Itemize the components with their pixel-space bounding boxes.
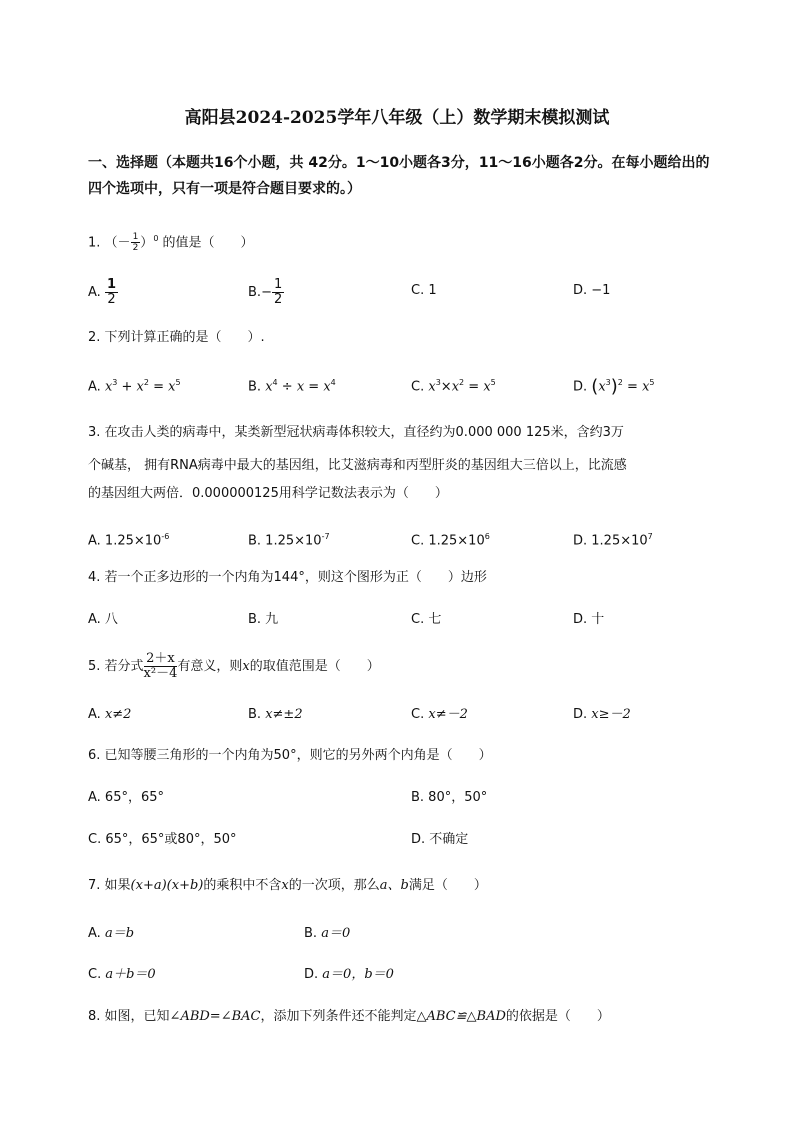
option-d[interactable]: D. $1.25\times 10^7$ bbox=[573, 532, 653, 549]
option-c[interactable]: C. x≠－2 bbox=[411, 707, 468, 722]
option-c[interactable]: C. $1.25\times 10^6$ bbox=[411, 532, 490, 549]
option-d[interactable]: D. 不确定 bbox=[411, 832, 469, 847]
fraction: $\frac{1}{2}$ bbox=[132, 232, 139, 254]
option-d[interactable]: D. 十 bbox=[573, 612, 605, 627]
option-b[interactable]: B. 80°，50° bbox=[411, 790, 488, 805]
option-b[interactable]: B. $1.25\times 10^{-7}$ bbox=[248, 532, 330, 549]
question-3-line: 个碱基， 拥有RNA病毒中最大的基因组，比艾滋病毒和丙型肝炎的基因组大三倍以上，比流感 bbox=[88, 458, 627, 473]
option-d[interactable]: D. $(x^3)^2 = x^5$ bbox=[573, 375, 655, 397]
option-a[interactable]: A. 八 bbox=[88, 612, 118, 627]
option-b[interactable]: B. 九 bbox=[248, 612, 279, 627]
option-a[interactable]: A. 65°，65° bbox=[88, 790, 165, 805]
option-b[interactable]: B. a＝0 bbox=[304, 926, 351, 941]
page-title: 高阳县2024-2025学年八年级（上）数学期末模拟测试 bbox=[184, 108, 610, 128]
question-2: 2. 下列计算正确的是（ ）. bbox=[88, 330, 265, 345]
option-d[interactable]: D. −1 bbox=[573, 283, 611, 298]
option-b[interactable]: B. $x^4 \div x = x^4$ bbox=[248, 378, 336, 395]
option-c[interactable]: C. 65°，65°或80°，50° bbox=[88, 832, 237, 847]
question-4: 4. 若一个正多边形的一个内角为144°，则这个图形为正（ ）边形 bbox=[88, 570, 487, 585]
option-a[interactable]: A. $\frac{1}{2}$ bbox=[88, 277, 116, 307]
option-d[interactable]: D. x≥－2 bbox=[573, 707, 631, 722]
question-6: 6. 已知等腰三角形的一个内角为50°，则它的另外两个内角是（ ） bbox=[88, 748, 492, 763]
option-d[interactable]: D. a＝0，b＝0 bbox=[304, 967, 394, 982]
option-c[interactable]: C. 1 bbox=[411, 283, 437, 298]
question-8: 8. 如图，已知∠ABD=∠BAC，添加下列条件还不能判定△ABC≌△BAD的依据是（ ） bbox=[88, 1009, 610, 1024]
option-c[interactable]: C. $x^3\times x^2 = x^5$ bbox=[411, 378, 496, 395]
question-3-line: 的基因组大两倍．0.000000125用科学记数法表示为（ ） bbox=[88, 486, 448, 501]
option-a[interactable]: A. $x^3 + x^2 = x^5$ bbox=[88, 378, 181, 395]
option-b[interactable]: B. x≠±2 bbox=[248, 707, 303, 722]
question-3-line: 3. 在攻击人类的病毒中，某类新型冠状病毒体积较大，直径约为0.000 000 125米，含约3万 bbox=[88, 425, 624, 440]
option-b[interactable]: B.− $\frac{1}{2}$ bbox=[248, 277, 283, 307]
option-a[interactable]: A. x≠2 bbox=[88, 707, 132, 722]
option-c[interactable]: C. 七 bbox=[411, 612, 442, 627]
question-1: 1. （－ $\frac{1}{2}$ ）$^0$ 的值是（ ） bbox=[88, 232, 254, 254]
question-5: 5. 若分式 $\frac{2+x}{\text{x²－4}}$ 有意义，则x的取值范围是（ ） bbox=[88, 651, 380, 681]
option-a[interactable]: A. a＝b bbox=[88, 926, 135, 941]
question-7: 7. 如果(x+a)(x+b)的乘积中不含x的一次项，那么a、b满足（ ） bbox=[88, 878, 487, 893]
section-heading: 一、选择题（本题共16个小题，共 42分。1～10小题各3分，11～16小题各2分。在每小题给出的四个选项中，只有一项是符合题目要求的。） bbox=[88, 155, 710, 197]
option-c[interactable]: C. a＋b＝0 bbox=[88, 967, 156, 982]
option-a[interactable]: A. $1.25\times 10^{-6}$ bbox=[88, 532, 170, 549]
